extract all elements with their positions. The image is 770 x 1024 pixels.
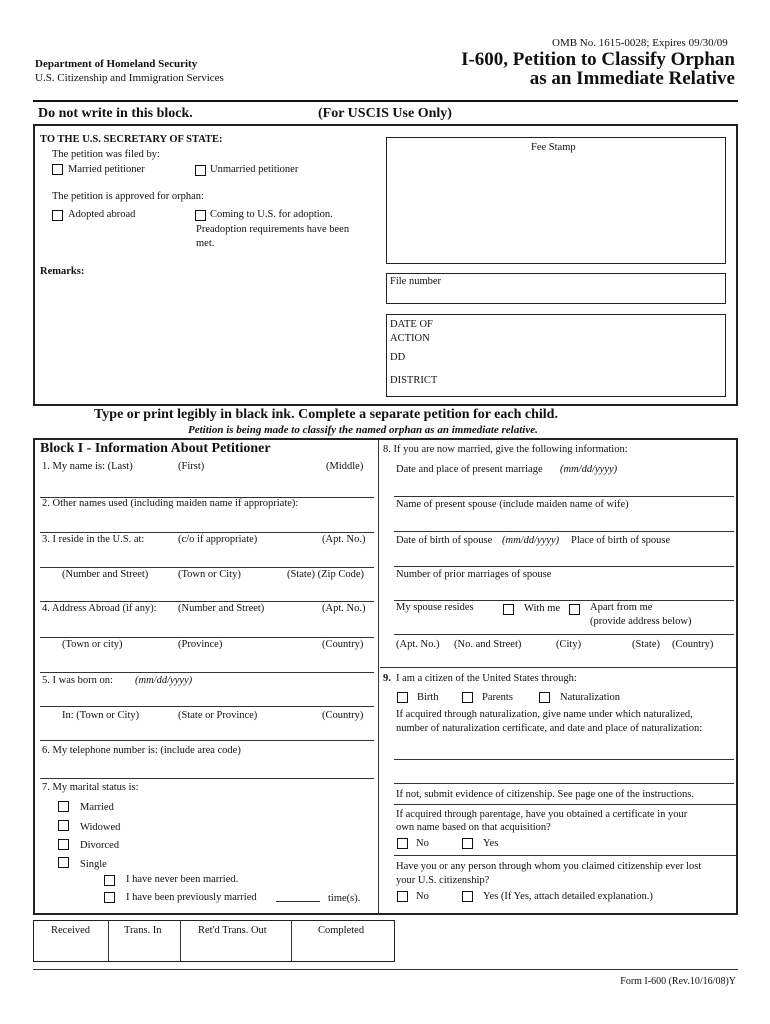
q1-middle: (Middle) [326, 461, 364, 472]
certificate-yes-label: Yes [483, 838, 499, 849]
married-petitioner-label: Married petitioner [68, 164, 145, 175]
nat-text-1: If acquired through naturalization, give name under which naturalized, [396, 709, 693, 720]
abroad-address-input[interactable] [40, 623, 374, 638]
fee-stamp-box [386, 137, 726, 264]
form-number: Form I-600 (Rev.10/16/08)Y [620, 976, 736, 987]
birth-label: Birth [417, 692, 439, 703]
approved-for-label: The petition is approved for orphan: [52, 191, 204, 202]
coming-to-us-checkbox[interactable] [195, 210, 206, 221]
routing-col-2 [180, 920, 181, 962]
q9-rule [394, 804, 736, 805]
q6-label: 6. My telephone number is: (include area code) [42, 745, 241, 756]
to-secretary: TO THE U.S. SECRETARY OF STATE: [40, 134, 223, 145]
parentage-text-1: If acquired through parentage, have you obtained a certificate in your [396, 809, 688, 820]
divorced-checkbox[interactable] [58, 839, 69, 850]
q4-label: 4. Address Abroad (if any): [42, 603, 157, 614]
do-not-write-heading: Do not write in this block. [38, 106, 193, 121]
lost-text-1: Have you or any person through whom you claimed citizenship ever lost [396, 861, 702, 872]
phone-input[interactable] [40, 764, 374, 779]
widowed-label: Widowed [80, 822, 121, 833]
fee-stamp-label: Fee Stamp [531, 142, 576, 153]
us-city-input[interactable] [40, 587, 374, 602]
q5-label: 5. I was born on: [42, 675, 113, 686]
never-married-label: I have never been married. [126, 874, 239, 885]
certificate-yes-checkbox[interactable] [462, 838, 473, 849]
q1-label: 1. My name is: (Last) [42, 461, 133, 472]
certificate-no-label: No [416, 838, 429, 849]
q9-label: I am a citizen of the United States through: [396, 673, 577, 684]
q3-apt: (Apt. No.) [322, 534, 366, 545]
header-rule [33, 100, 738, 102]
parents-checkbox[interactable] [462, 692, 473, 703]
q8-addr-city: (City) [556, 639, 582, 650]
lost-yes-label: Yes (If Yes, attach detailed explanation.) [483, 891, 653, 902]
preadoption-text-2: met. [196, 238, 215, 249]
block1-title: Block I - Information About Petitioner [40, 441, 271, 456]
q8-with-me: With me [524, 603, 561, 614]
us-address-input[interactable] [40, 553, 374, 568]
footer-rule [33, 969, 738, 970]
parents-label: Parents [482, 692, 513, 703]
subagency-name: U.S. Citizenship and Immigration Services [35, 72, 224, 84]
prev-married-label: I have been previously married [126, 892, 257, 903]
form-title: I-600, Petition to Classify Orphan [461, 49, 735, 70]
q8-resides: My spouse resides [396, 602, 474, 613]
adopted-abroad-label: Adopted abroad [68, 209, 136, 220]
times-label: time(s). [328, 893, 361, 904]
widowed-checkbox[interactable] [58, 820, 69, 831]
q8-date-place: Date and place of present marriage [396, 464, 543, 475]
single-label: Single [80, 859, 107, 870]
q5-state: (State or Province) [178, 710, 258, 721]
prev-married-checkbox[interactable] [104, 892, 115, 903]
q8-addr-country: (Country) [672, 639, 714, 650]
if-not-text: If not, submit evidence of citizenship. See page one of the instructions. [396, 789, 695, 800]
form-subtitle: as an Immediate Relative [529, 68, 735, 89]
naturalization-checkbox[interactable] [539, 692, 550, 703]
single-checkbox[interactable] [58, 857, 69, 868]
name-input[interactable] [40, 483, 374, 498]
lost-text-2: your U.S. citizenship? [396, 875, 490, 886]
married-label: Married [80, 802, 114, 813]
q8-addr-state: (State) [632, 639, 660, 650]
received-header: Received [51, 925, 91, 936]
nat-text-2: number of naturalization certificate, and date and place of naturalization: [396, 723, 703, 734]
other-names-input[interactable] [40, 518, 374, 533]
q3-co: (c/o if appropriate) [178, 534, 258, 545]
q8-prior-marriages: Number of prior marriages of spouse [396, 569, 552, 580]
agency-name: Department of Homeland Security [35, 58, 198, 70]
q8-spouse-dob: Date of birth of spouse [396, 535, 493, 546]
lost-no-checkbox[interactable] [397, 891, 408, 902]
filed-by-label: The petition was filed by: [52, 149, 160, 160]
completed-header: Completed [318, 925, 365, 936]
q4-country: (Country) [322, 639, 364, 650]
retd-trans-out-header: Ret'd Trans. Out [198, 925, 267, 936]
remarks-label: Remarks: [40, 266, 85, 277]
certificate-no-checkbox[interactable] [397, 838, 408, 849]
spouse-name-input[interactable] [394, 517, 734, 532]
adopted-abroad-checkbox[interactable] [52, 210, 63, 221]
q3-state-zip: (State) (Zip Code) [287, 569, 364, 580]
q3-town: (Town or City) [178, 569, 241, 580]
q8-apart: Apart from me [590, 602, 653, 613]
unmarried-petitioner-label: Unmarried petitioner [210, 164, 299, 175]
q8-bottom-rule [380, 667, 736, 668]
q5-in-town: In: (Town or City) [62, 710, 140, 721]
spouse-birth-input[interactable] [394, 552, 734, 567]
dd-label: DD [390, 352, 406, 363]
q9-rule-2 [394, 855, 736, 856]
q3-label: 3. I reside in the U.S. at: [42, 534, 145, 545]
prior-marriages-input[interactable] [394, 586, 734, 601]
spouse-address-input[interactable] [394, 620, 574, 635]
coming-to-us-label: Coming to U.S. for adoption. [210, 209, 333, 220]
married-checkbox[interactable] [58, 801, 69, 812]
q4-apt: (Apt. No.) [322, 603, 366, 614]
q5-format: (mm/dd/yyyy) [135, 675, 193, 686]
parentage-text-2: own name based on that acquisition? [396, 822, 551, 833]
preadoption-text: Preadoption requirements have been [196, 224, 350, 235]
routing-col-3 [291, 920, 292, 962]
q8-date-fmt: (mm/dd/yyyy) [560, 464, 618, 475]
naturalization-label: Naturalization [560, 692, 621, 703]
petition-purpose: Petition is being made to classify the named orphan as an immediate relative. [188, 424, 538, 436]
marriage-date-input[interactable] [394, 482, 734, 497]
lost-yes-checkbox[interactable] [462, 891, 473, 902]
spouse-address-rule [394, 634, 734, 635]
unmarried-petitioner-checkbox[interactable] [195, 165, 206, 176]
q3-street: (Number and Street) [62, 569, 149, 580]
q1-first: (First) [178, 461, 205, 472]
apart-checkbox[interactable] [569, 604, 580, 615]
trans-in-header: Trans. In [124, 925, 162, 936]
with-me-checkbox[interactable] [503, 604, 514, 615]
lost-no-label: No [416, 891, 429, 902]
married-petitioner-checkbox[interactable] [52, 164, 63, 175]
q8-provide-address: (provide address below) [590, 616, 692, 627]
naturalization-details-input[interactable] [394, 745, 734, 760]
q8-spouse-pob: Place of birth of spouse [571, 535, 671, 546]
file-number-label: File number [390, 276, 442, 287]
q8-addr-street: (No. and Street) [454, 639, 522, 650]
birth-place-input[interactable] [40, 726, 374, 741]
q8-spouse-name: Name of present spouse (include maiden name of wife) [396, 499, 629, 510]
q8-label: 8. If you are now married, give the following information: [383, 444, 628, 455]
birth-checkbox[interactable] [397, 692, 408, 703]
q4-town: (Town or city) [62, 639, 123, 650]
never-married-checkbox[interactable] [104, 875, 115, 886]
naturalization-details-input-2[interactable] [394, 769, 734, 784]
q4-street: (Number and Street) [178, 603, 265, 614]
q8-addr-apt: (Apt. No.) [396, 639, 440, 650]
abroad-city-input[interactable] [40, 658, 374, 673]
block1-divider [378, 440, 379, 914]
q5-country: (Country) [322, 710, 364, 721]
uscis-only-heading: (For USCIS Use Only) [318, 106, 452, 121]
q2-label: 2. Other names used (including maiden name if appropriate): [42, 498, 299, 509]
q9-number: 9. [383, 673, 391, 684]
q4-province: (Province) [178, 639, 223, 650]
date-of-label: DATE OF [390, 319, 433, 330]
omb-number: OMB No. 1615-0028; Expires 09/30/09 [552, 37, 728, 49]
routing-col-1 [108, 920, 109, 962]
q7-label: 7. My marital status is: [42, 782, 139, 793]
divorced-label: Divorced [80, 840, 120, 851]
instructions-line: Type or print legibly in black ink. Complete a separate petition for each child. [94, 407, 558, 422]
action-label: ACTION [390, 333, 430, 344]
times-married-input[interactable] [276, 887, 320, 902]
birth-date-input[interactable] [40, 692, 374, 707]
district-label: DISTRICT [390, 375, 438, 386]
q8-spouse-dob-fmt: (mm/dd/yyyy) [502, 535, 560, 546]
